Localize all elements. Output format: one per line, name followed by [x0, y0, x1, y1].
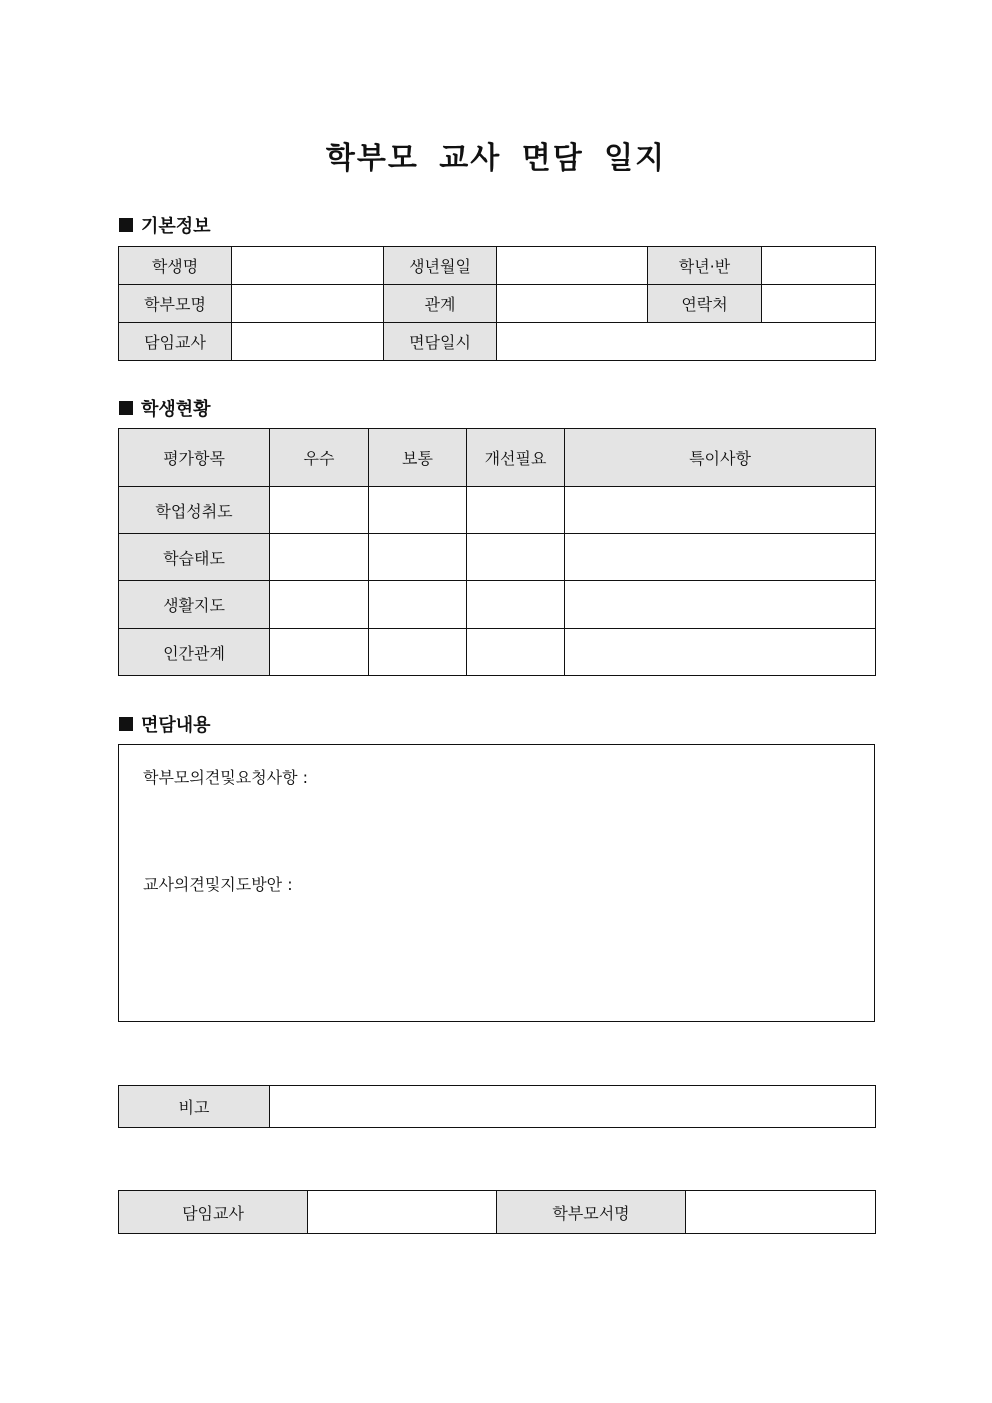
column-header-needs-improvement: 개선필요: [467, 429, 565, 487]
contact-field[interactable]: [762, 285, 876, 323]
notes-cell[interactable]: [565, 487, 876, 534]
table-row: [119, 285, 876, 323]
parent-name-label: 학부모명: [119, 285, 232, 323]
column-header-evaluation-item: 평가항목: [119, 429, 270, 487]
needs-improvement-cell[interactable]: [467, 581, 565, 629]
table-row: [119, 581, 876, 629]
column-header-average: 보통: [369, 429, 467, 487]
section-heading-label: 면담내용: [141, 715, 211, 736]
square-bullet-icon: [119, 401, 133, 415]
table-row: [119, 487, 876, 534]
teacher-opinion-label: 교사의견및지도방안 :: [143, 875, 293, 894]
contact-label: 연락처: [648, 285, 762, 323]
needs-improvement-cell[interactable]: [467, 534, 565, 581]
table-row: [119, 534, 876, 581]
row-label-relationships: 인간관계: [119, 629, 270, 676]
excellent-cell[interactable]: [270, 629, 369, 676]
section-heading-basic-info: [119, 212, 211, 238]
parent-name-field[interactable]: [232, 285, 384, 323]
remarks-field[interactable]: [270, 1086, 876, 1128]
table-row: [119, 247, 876, 285]
grade-class-field[interactable]: [762, 247, 876, 285]
column-header-excellent: 우수: [270, 429, 369, 487]
notes-cell[interactable]: [565, 534, 876, 581]
section-heading-student-status: [119, 395, 211, 421]
section-heading-interview: [119, 711, 211, 737]
section-heading-label: 기본정보: [141, 216, 211, 237]
notes-cell[interactable]: [565, 629, 876, 676]
notes-cell[interactable]: [565, 581, 876, 629]
excellent-cell[interactable]: [270, 581, 369, 629]
homeroom-teacher-field[interactable]: [232, 323, 384, 361]
average-cell[interactable]: [369, 534, 467, 581]
basic-info-table: [118, 246, 876, 361]
excellent-cell[interactable]: [270, 487, 369, 534]
row-label-academic-achievement: 학업성취도: [119, 487, 270, 534]
relationship-field[interactable]: [497, 285, 648, 323]
needs-improvement-cell[interactable]: [467, 629, 565, 676]
remarks-label: 비고: [119, 1086, 270, 1128]
teacher-signature-label: 담임교사: [119, 1191, 308, 1234]
square-bullet-icon: [119, 218, 133, 232]
interview-datetime-field[interactable]: [497, 323, 876, 361]
student-name-label: 학생명: [119, 247, 232, 285]
remarks-table: [118, 1085, 876, 1128]
average-cell[interactable]: [369, 629, 467, 676]
birthdate-label: 생년월일: [384, 247, 497, 285]
table-row: [119, 323, 876, 361]
interview-content-box[interactable]: [118, 744, 875, 1022]
teacher-signature-field[interactable]: [308, 1191, 497, 1234]
parent-signature-field[interactable]: [686, 1191, 876, 1234]
grade-class-label: 학년·반: [648, 247, 762, 285]
student-status-table: [118, 428, 876, 676]
column-header-notes: 특이사항: [565, 429, 876, 487]
average-cell[interactable]: [369, 487, 467, 534]
parent-signature-label: 학부모서명: [497, 1191, 686, 1234]
table-row: [119, 629, 876, 676]
row-label-life-guidance: 생활지도: [119, 581, 270, 629]
excellent-cell[interactable]: [270, 534, 369, 581]
student-name-field[interactable]: [232, 247, 384, 285]
parent-opinion-label: 학부모의견및요청사항 :: [143, 768, 309, 787]
table-header-row: [119, 429, 876, 487]
homeroom-teacher-label: 담임교사: [119, 323, 232, 361]
interview-datetime-label: 면담일시: [384, 323, 497, 361]
average-cell[interactable]: [369, 581, 467, 629]
relationship-label: 관계: [384, 285, 497, 323]
page-title: 학부모 교사 면담 일지: [325, 141, 667, 176]
square-bullet-icon: [119, 717, 133, 731]
table-row: [119, 1191, 876, 1234]
birthdate-field[interactable]: [497, 247, 648, 285]
needs-improvement-cell[interactable]: [467, 487, 565, 534]
section-heading-label: 학생현황: [141, 399, 211, 420]
row-label-learning-attitude: 학습태도: [119, 534, 270, 581]
signature-table: [118, 1190, 876, 1234]
table-row: [119, 1086, 876, 1128]
